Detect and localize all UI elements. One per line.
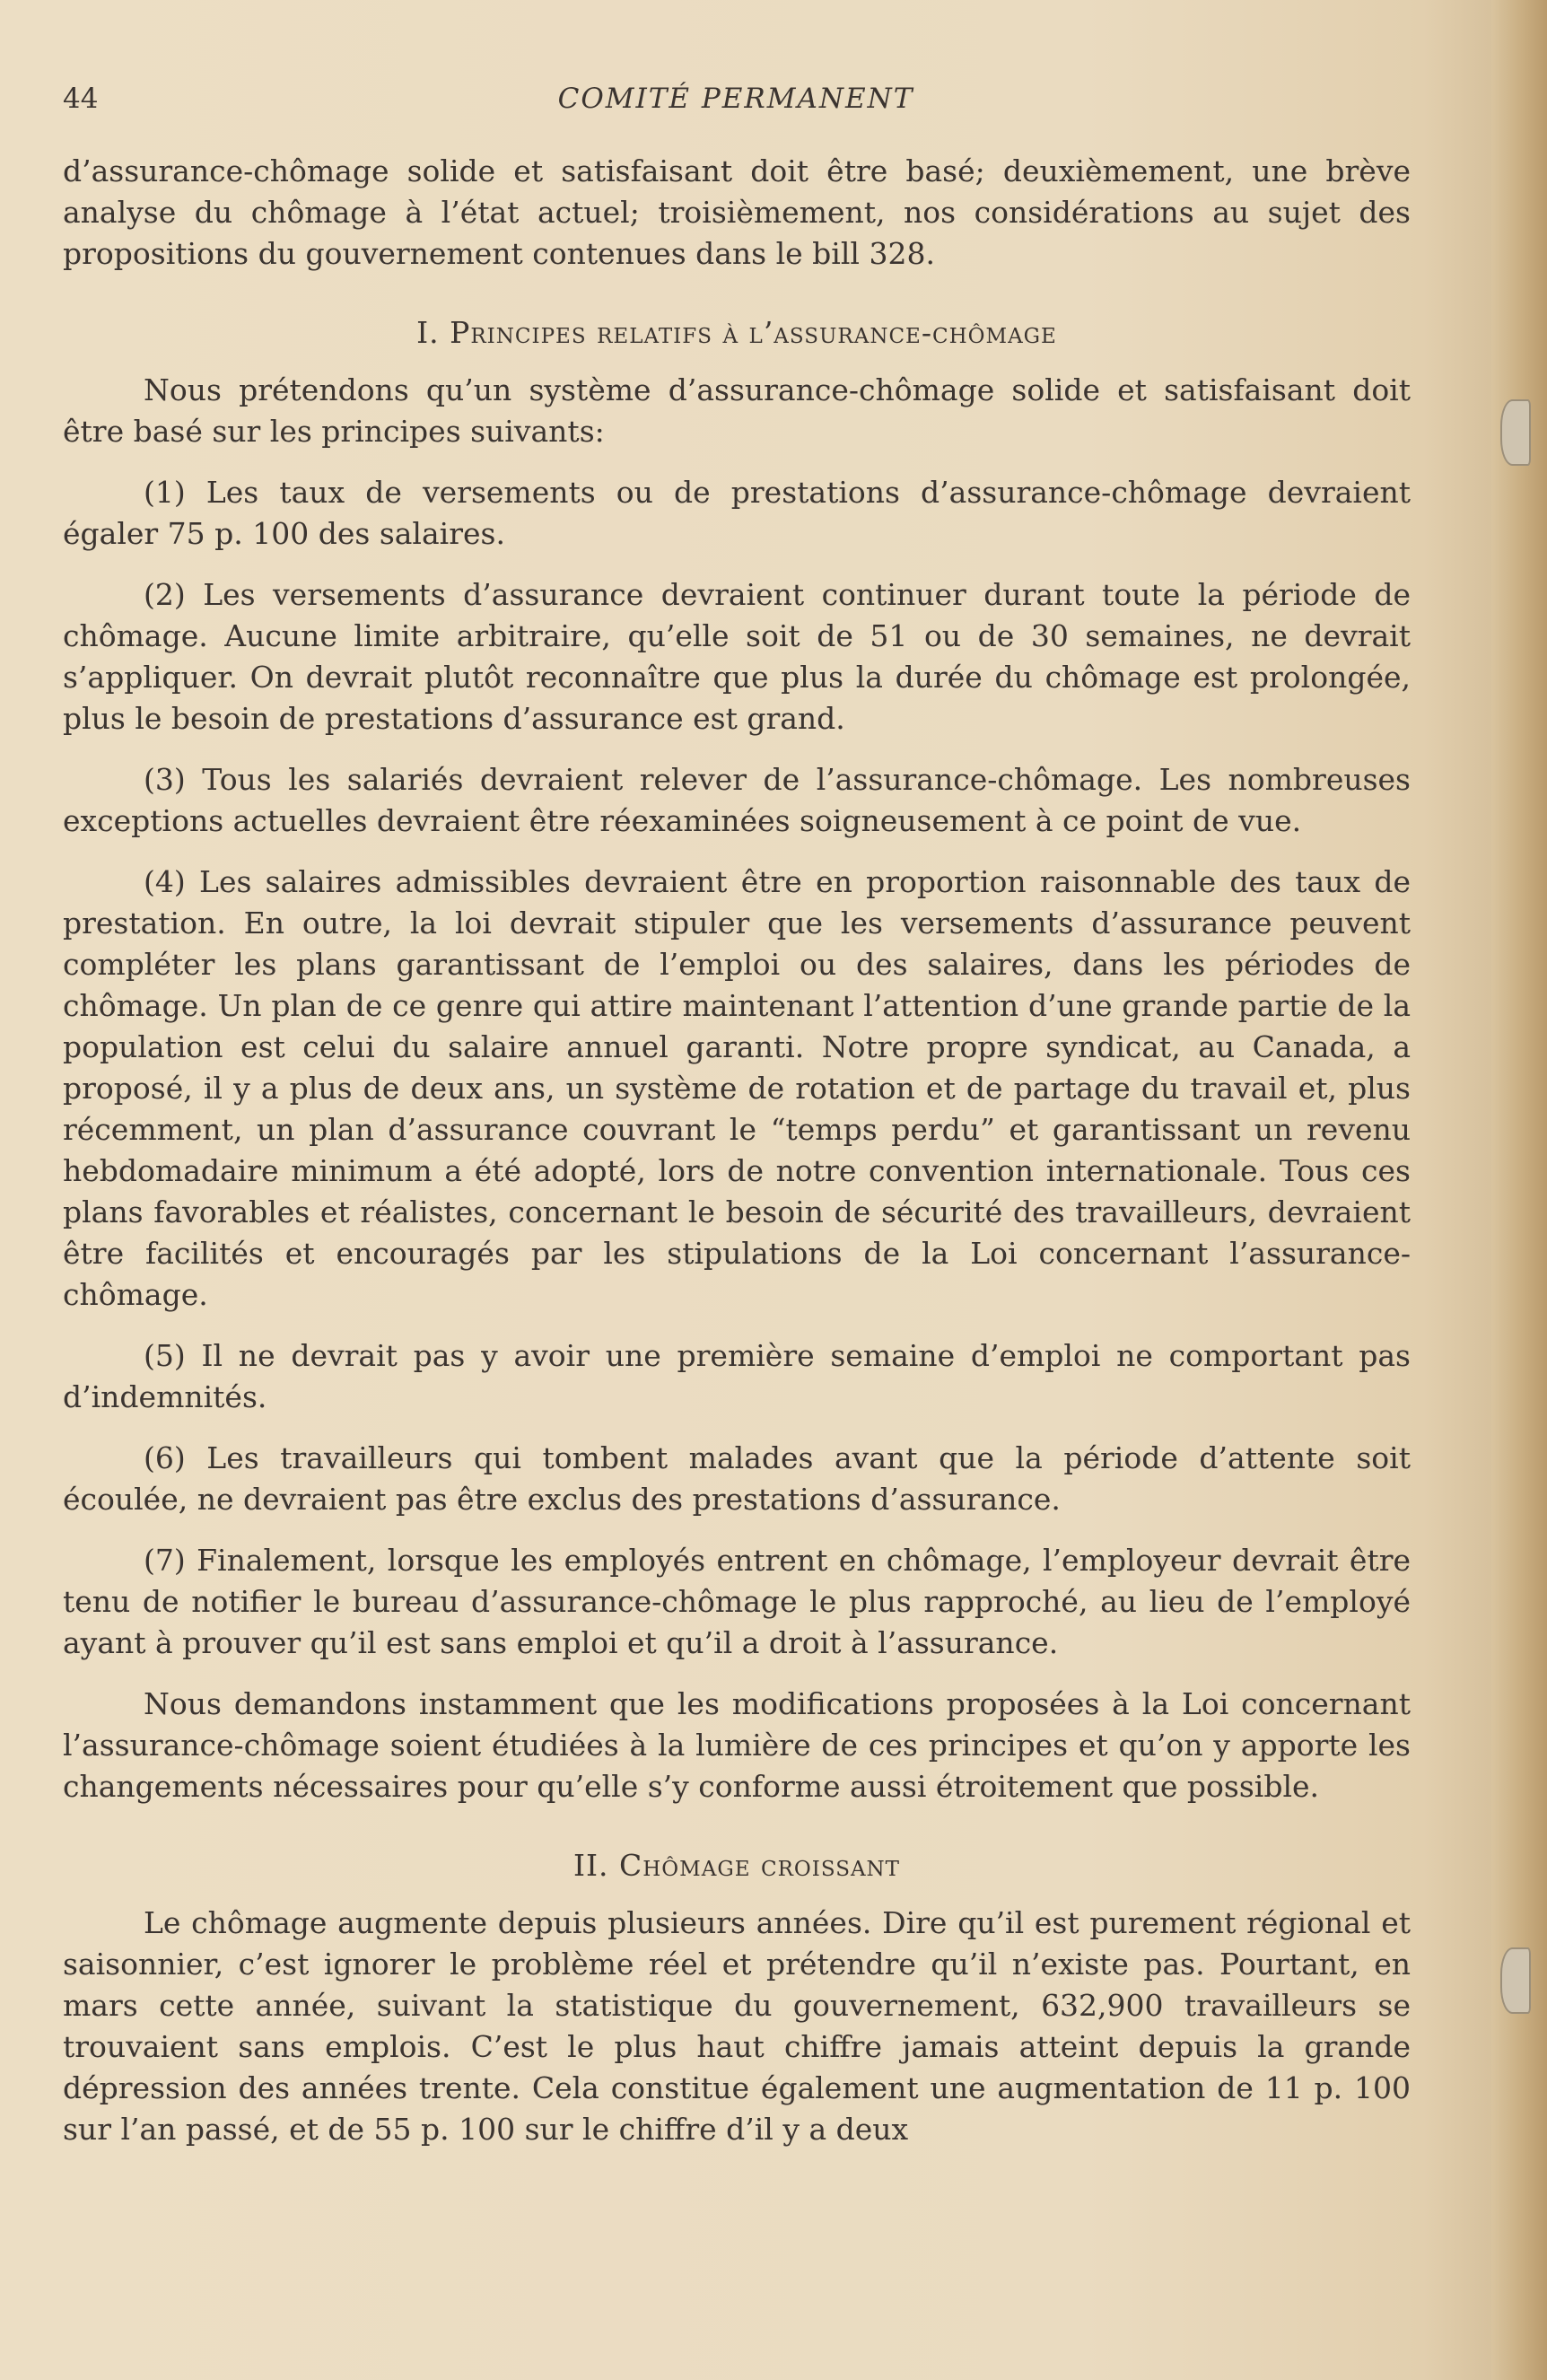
paragraph: Nous prétendons qu’un système d’assurance-chômage solide et satisfaisant doit être basé sur les principes suivants: bbox=[63, 372, 1411, 449]
body-text bbox=[63, 151, 1411, 2170]
paragraph: Le chômage augmente depuis plusieurs années. Dire qu’il est purement régional et saisonnier, c’est ignorer le problème réel et prétendre qu’il n’existe pas. Pourtant, en mars cette année, suivant la statistique du gouvernement, 632,900 travailleurs se trouvaient sans emplois. C’est le plus haut chiffre jamais atteint depuis la grande dépression des années trente. Cela constitue également une augmentation de 11 p. 100 sur l’an passé, et de 55 p. 100 sur le chiffre d’il y a deux bbox=[63, 1905, 1411, 2147]
paragraph: (4) Les salaires admissibles devraient être en proportion raisonnable des taux de prestation. En outre, la loi devrait stipuler que les versements d’assurance peuvent compléter les plans garantissant de l’emploi ou des salaires, dans les périodes de chômage. Un plan de ce genre qui attire maintenant l’attention d’une grande partie de la population est celui du salaire annuel garanti. Notre propre syndicat, au Canada, a proposé, il y a plus de deux ans, un système de rotation et de partage du travail et, plus récemment, un plan d’assurance couvrant le “temps perdu” et garantissant un revenu hebdomadaire minimum a été adopté, lors de notre convention internationale. Tous ces plans favorables et réalistes, concernant le besoin de sécurité des travailleurs, devraient être facilités et encouragés par les stipulations de la Loi concernant l’assurance-chômage. bbox=[63, 864, 1411, 1312]
paragraph: (3) Tous les salariés devraient relever de l’assurance-chômage. Les nombreuses exceptions actuelles devraient être réexaminées soigneusement à ce point de vue. bbox=[63, 762, 1411, 838]
page-header bbox=[63, 77, 1409, 122]
paragraph: (1) Les taux de versements ou de prestations d’assurance-chômage devraient égaler 75 p. 100 des salaires. bbox=[63, 475, 1411, 551]
paragraph: (6) Les travailleurs qui tombent malades avant que la période d’attente soit écoulée, ne devraient pas être exclus des prestations d’assurance. bbox=[63, 1440, 1411, 1517]
running-title: COMITÉ PERMANENT bbox=[557, 83, 914, 115]
section-heading: II. Chômage croissant bbox=[572, 1848, 901, 1883]
page-number: 44 bbox=[63, 83, 99, 115]
paragraph: Nous demandons instamment que les modifications proposées à la Loi concernant l’assurance-chômage soient étudiées à la lumière de ces principes et qu’on y apporte les changements nécessaires pour qu’elle s’y conforme aussi étroitement que possible. bbox=[63, 1686, 1411, 1804]
page-binding-edge bbox=[1491, 0, 1547, 2380]
binding-tab-icon bbox=[1500, 399, 1531, 466]
binding-tab-icon bbox=[1500, 1947, 1531, 2014]
paragraph: (7) Finalement, lorsque les employés entrent en chômage, l’employeur devrait être tenu de notifier le bureau d’assurance-chômage le plus rapproché, au lieu de l’employé ayant à prouver qu’il est sans emploi et qu’il a droit à l’assurance. bbox=[63, 1543, 1411, 1660]
section-heading: I. Principes relatifs à l’assurance-chômage bbox=[416, 315, 1057, 350]
paragraph: (2) Les versements d’assurance devraient continuer durant toute la période de chômage. Aucune limite arbitraire, qu’elle soit de 51 ou de 30 semaines, ne devrait s’appliquer. On devrait plutôt reconnaître que plus la durée du chômage est prolongée, plus le besoin de prestations d’assurance est grand. bbox=[63, 577, 1411, 736]
paragraph: (5) Il ne devrait pas y avoir une première semaine d’emploi ne comportant pas d’indemnités. bbox=[63, 1338, 1411, 1414]
paragraph: d’assurance-chômage solide et satisfaisant doit être basé; deuxièmement, une brève analyse du chômage à l’état actuel; troisièmement, nos considérations au sujet des propositions du gouvernement contenues dans le bill 328. bbox=[63, 153, 1411, 271]
